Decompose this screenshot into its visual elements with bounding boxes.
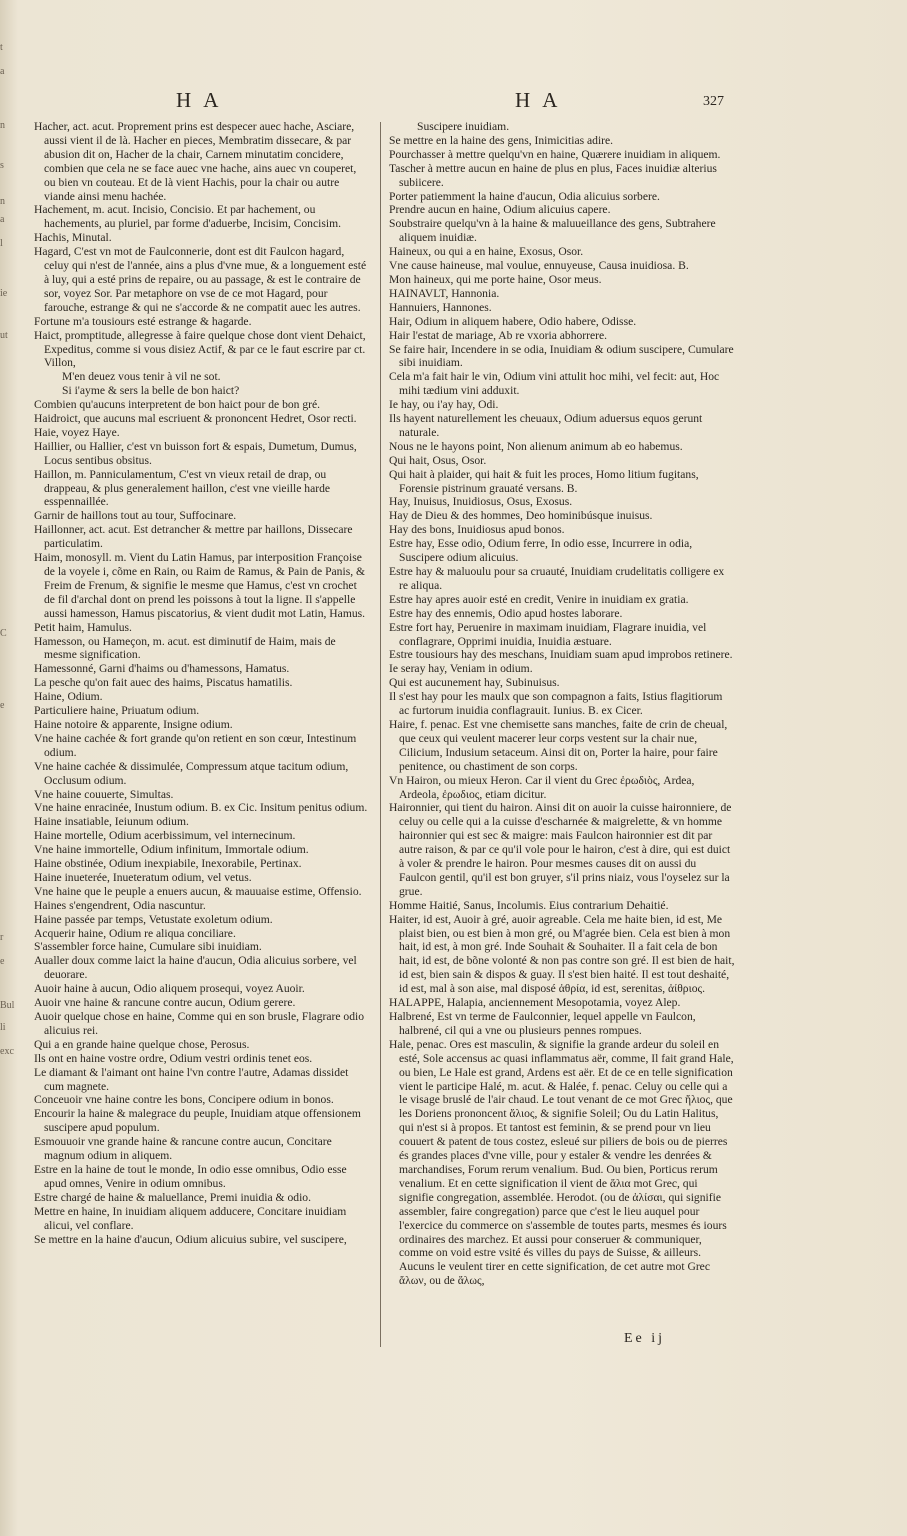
right-column: [389, 120, 735, 1288]
dictionary-entry: Qui a en grande haine quelque chose, Perosus.: [34, 1037, 250, 1051]
dictionary-entry: Haine passée par temps, Vetustate exoletum odium.: [34, 912, 273, 926]
margin-mark: C: [0, 628, 7, 639]
dictionary-entry: Haineux, ou qui a en haine, Exosus, Osor.: [389, 245, 584, 259]
dictionary-entry: Si i'ayme & sers la belle de bon haict?: [62, 384, 240, 398]
dictionary-entry: Haict, promptitude, allegresse à faire quelque chose dont vient Dehaict, Expeditus, comme si vous disiez Actif, & par ce le faut escrire par ct. Villon,: [34, 328, 366, 370]
dictionary-entry: Il s'est hay pour les maulx que son compagnon a faits, Istius flagitiorum ac furtorum inuidia conflagrauit. Iunius. B. ex Cicer.: [389, 690, 723, 718]
dictionary-entry: Porter patiemment la haine d'aucun, Odia alicuius sorbere.: [389, 189, 660, 203]
dictionary-entry: Qui hait à plaider, qui hait & fuit les proces, Homo litium fugitans, Forensie pistrinum grauaté versans. B.: [389, 467, 699, 495]
dictionary-entry: Estre hay & maluoulu pour sa cruauté, Inuidiam crudelitatis colligere ex re aliqua.: [389, 565, 725, 592]
dictionary-entry: Cela m'a fait hair le vin, Odium vini attulit hoc mihi, vel fecit: aut, Hoc mihi tædium vini adduxit.: [389, 370, 720, 398]
dictionary-entry: Vne haine cachée & fort grande qu'on retient en son cœur, Intestinum odium.: [34, 731, 357, 759]
dictionary-entry: Pourchasser à mettre quelqu'vn en haine, Quærere inuidiam in aliquem.: [389, 147, 721, 161]
dictionary-entry: Vne haine enracinée, Inustum odium. B. ex Cic. Insitum penitus odium.: [34, 801, 368, 815]
margin-mark: Bul: [0, 1000, 15, 1011]
dictionary-entry: S'assembler force haine, Cumulare sibi inuidiam.: [34, 940, 262, 954]
dictionary-entry: Estre chargé de haine & maluellance, Premi inuidia & odio.: [34, 1190, 311, 1204]
dictionary-entry: La pesche qu'on fait auec des haims, Piscatus hamatilis.: [34, 676, 293, 690]
dictionary-entry: Haine inueterée, Inueteratum odium, vel vetus.: [34, 870, 252, 884]
dictionary-entry: Hagard, C'est vn mot de Faulconnerie, dont est dit Faulcon hagard, celuy qui n'est de l'année, ains a plus d'vne mue, & a longuement esté à luy, qui a esté prins de repaire, ou au passage, & est le contraire de sor, voyez Sor. Par metaphore on vse de ce mot Hagard, pour farouche, estrange & qui ne s'accorde & ne compatit auec les autres.: [34, 245, 367, 314]
dictionary-entry: Estre fort hay, Peruenire in maximam inuidiam, Flagrare inuidia, vel conflagrare, Opprimi inuidia, Inuidia æstuare.: [389, 620, 707, 648]
dictionary-entry: Soubstraire quelqu'vn à la haine & maluueillance des gens, Subtrahere aliquem inuidiæ.: [389, 217, 716, 245]
margin-mark: exc: [0, 1046, 14, 1057]
dictionary-entry: Conceuoir vne haine contre les bons, Concipere odium in bonos.: [34, 1093, 334, 1107]
dictionary-entry: Hachis, Minutal.: [34, 231, 112, 245]
header-right: H A: [515, 88, 562, 112]
margin-mark: li: [0, 1022, 6, 1033]
header-left: H A: [176, 88, 223, 112]
dictionary-entry: Hacher, act. acut. Proprement prins est despecer auec hache, Asciare, aussi vient il de là. Hacher en pieces, Membratim dissecare, & par abusion dit on, Hacher de la chair, Carnem minutatim concidere, combien que cela ne se face auec vne hache, ains auec vn couperet, ou bien vn couteau. Et de là vient Hachis, pour la chair ou autre viande ainsi menu hachée.: [34, 120, 357, 203]
dictionary-entry: Haillier, ou Hallier, c'est vn buisson fort & espais, Dumetum, Dumus, Locus sentibus obsitus.: [34, 439, 357, 467]
margin-mark: l: [0, 238, 3, 249]
dictionary-entry: Hair l'estat de mariage, Ab re vxoria abhorrere.: [389, 328, 608, 342]
dictionary-entry: Auoir haine à aucun, Odio aliquem prosequi, voyez Auoir.: [34, 982, 305, 996]
dictionary-entry: Auoir vne haine & rancune contre aucun, Odium gerere.: [34, 996, 296, 1010]
dictionary-entry: Hachement, m. acut. Incisio, Concisio. Et par hachement, ou hachements, au pluriel, par forme d'aduerbe, Incisim, Concisim.: [34, 203, 341, 231]
dictionary-entry: HALAPPE, Halapia, anciennement Mesopotamia, voyez Alep.: [389, 996, 681, 1010]
dictionary-entry: Prendre aucun en haine, Odium alicuius capere.: [389, 203, 611, 217]
dictionary-entry: HAINAVLT, Hannonia.: [389, 286, 500, 300]
dictionary-entry: Estre hay apres auoir esté en credit, Venire in inuidiam ex gratia.: [389, 592, 689, 606]
dictionary-entry: Ie hay, ou i'ay hay, Odi.: [389, 398, 499, 412]
margin-mark: n: [0, 196, 5, 207]
dictionary-entry: Haine mortelle, Odium acerbissimum, vel internecinum.: [34, 829, 296, 843]
dictionary-entry: Se faire hair, Incendere in se odia, Inuidiam & odium suscipere, Cumulare sibi inuidiam.: [389, 342, 734, 370]
dictionary-entry: Qui est aucunement hay, Subinuisus.: [389, 676, 560, 690]
margin-mark: a: [0, 66, 5, 77]
dictionary-entry: Haine insatiable, Ieiunum odium.: [34, 815, 189, 829]
dictionary-entry: Mon haineux, qui me porte haine, Osor meus.: [389, 272, 602, 286]
dictionary-entry: Hannuiers, Hannones.: [389, 300, 492, 314]
dictionary-entry: Hamesson, ou Hameçon, m. acut. est diminutif de Haim, mais de mesme signification.: [34, 634, 336, 662]
dictionary-entry: Garnir de haillons tout au tour, Suffocinare.: [34, 509, 237, 523]
dictionary-entry: Se mettre en la haine d'aucun, Odium alicuius subire, vel suscipere,: [34, 1232, 347, 1246]
dictionary-entry: Homme Haitié, Sanus, Incolumis. Eius contrarium Dehaitié.: [389, 898, 669, 912]
dictionary-entry: Haine, Odium.: [34, 690, 103, 704]
dictionary-entry: Vne haine couuerte, Simultas.: [34, 787, 174, 801]
dictionary-entry: Vne cause haineuse, mal voulue, ennuyeuse, Causa inuidiosa. B.: [389, 259, 689, 273]
dictionary-entry: Halbrené, Est vn terme de Faulconnier, lequel appelle vn Faulcon, halbrené, cil qui a vne ou plusieurs pennes rompues.: [389, 1010, 696, 1037]
margin-mark: r: [0, 932, 4, 943]
dictionary-entry: Ie seray hay, Veniam in odium.: [389, 662, 533, 676]
dictionary-entry: Haine notoire & apparente, Insigne odium.: [34, 717, 233, 731]
margin-mark: ut: [0, 330, 8, 341]
dictionary-entry: Hay, Inuisus, Inuidiosus, Osus, Exosus.: [389, 495, 573, 509]
dictionary-entry: Esmouuoir vne grande haine & rancune contre aucun, Concitare magnum odium in aliquem.: [34, 1135, 332, 1163]
margin-mark: s: [0, 160, 4, 171]
dictionary-entry: Haidroict, que aucuns mal escriuent & prononcent Hedret, Osor recti.: [34, 412, 357, 426]
dictionary-entry: Hale, penac. Ores est masculin, & signifie la grande ardeur du soleil en esté, Sole accensus ac quasi inflammatus aër, comme, Il fait grand Hale, ou bien, Le Hale est grand, Ardens est aër. Et de ce en telle signification vient le participe Halé, m. acut. & Halée, f. penac. Celuy ou celle qui a le visage bruslé de l'air chaud. Le tout venant de ce mot Grec ἥλιος, que les Doriens prononcent ἅλιος, & signifie Soleil; Ou du Latin Halitus, qui n'est si à propos. Et tantost est feminin, & se prend pour vn lieu couuert & patent de tous costez, esleué sur piliers de bois ou de pierres és grandes places d'vne ville, pour y estaler & vendre les denrées & marchandises, Forum rerum venalium. Bud. Ou bien, Porticus rerum venalium. Et en cette signification il vient de ἅλια mot Grec, qui signifie congregation, assemblée. Herodot. (ou de ἁλίσαι, qui signifie assembler, faire congregation) parce que c'est le lieu auquel pour l'exercice du commerce on s'assemble de toutes parts, mesmes és iours ordinaires des marchez. Et aussi pour conseruer & communiquer, comme on void estre vsité és villes du pays de Suisse, & ailleurs. Aucuns le veulent tirer en cette signification, de cet autre mot Grec ἄλων, ou de ἅλως,: [389, 1037, 734, 1288]
dictionary-entry: Hair, Odium in aliquem habere, Odio habere, Odisse.: [389, 314, 637, 328]
dictionary-entry: Hay des bons, Inuidiosus apud bonos.: [389, 523, 565, 537]
dictionary-entry: Vne haine immortelle, Odium infinitum, Immortale odium.: [34, 843, 309, 857]
dictionary-entry: Se mettre en la haine des gens, Inimicitias adire.: [389, 133, 614, 147]
dictionary-entry: Qui hait, Osus, Osor.: [389, 453, 487, 467]
dictionary-entry: Haine obstinée, Odium inexpiabile, Inexorabile, Pertinax.: [34, 857, 302, 871]
dictionary-entry: Ils hayent naturellement les cheuaux, Odium aduersus equos gerunt naturale.: [389, 412, 703, 439]
dictionary-entry: Suscipere inuidiam.: [417, 120, 510, 133]
page-number: 327: [703, 94, 724, 109]
dictionary-entry: Haie, voyez Haye.: [34, 425, 120, 439]
dictionary-entry: Haim, monosyll. m. Vient du Latin Hamus, par interposition Françoise de la voyele i, cõme en Rain, ou Raim de Ramus, & Pain de Panis, & Freim de Frenum, & signifie le mesme que Hamus, c'est vn crochet de fil d'archal dont on prend les poissons à tout la ligne. Il s'appelle aussi hamesson, Hamus piscatorius, & vient dudit mot Latin, Hamus.: [34, 551, 366, 620]
dictionary-entry: Mettre en haine, In inuidiam aliquem adducere, Concitare inuidiam alicui, vel conflare.: [34, 1204, 347, 1232]
left-column: [34, 120, 368, 1246]
dictionary-entry: Nous ne le hayons point, Non alienum animum ab eo habemus.: [389, 439, 683, 453]
dictionary-entry: Vn Hairon, ou mieux Heron. Car il vient du Grec ἐρωδιὸς, Ardea, Ardeola, ἐρωδιος, etiam dicitur.: [389, 773, 695, 801]
dictionary-entry: Tascher à mettre aucun en haine de plus en plus, Faces inuidiæ alterius subiicere.: [389, 161, 717, 189]
dictionary-entry: Haiter, id est, Auoir à gré, auoir agreable. Cela me haite bien, id est, Me plaist bien, ou est bien à mon gré, ou M'agrée bien. Cela est bien à mon hait, id est, à mon gré. Inde Souhait & Souhaiter. Il a fait cela de bon hait, id est, de bõne volonté & non pas contre son gré. Il est bien de hait, id est, bien sain & dispos & guay. Il s'est bien haité. Il est tout deshaité, id est, mal à son aise, mal disposé ἀθρία, id est, serenitas, ἀίθριος.: [389, 912, 735, 996]
running-header: [0, 88, 907, 118]
dictionary-entry: Ils ont en haine vostre ordre, Odium vestri ordinis tenet eos.: [34, 1051, 313, 1065]
margin-mark: e: [0, 956, 5, 967]
column-divider: [380, 122, 381, 1347]
margin-mark: e: [0, 700, 5, 711]
dictionary-entry: Hay de Dieu & des hommes, Deo hominibúsque inuisus.: [389, 509, 653, 523]
dictionary-entry: Haironnier, qui tient du hairon. Ainsi dit on auoir la cuisse haironniere, de celuy ou celle qui a la cuisse d'escharnée & maigrelette, & vn homme haironnier qui est sec & maigre: mais Faulcon haironnier est dit par autre raison, & par ce qu'il vole pour le hairon, c'est à dire, qui est duict à voler & prendre le hairon. Pour mesmes causes dit on aussi du Faulcon gentil, qu'il est bon gruyer, s'il prins niaiz, vous l'oyselez sur la grue.: [389, 801, 732, 898]
margin-mark: a: [0, 214, 5, 225]
dictionary-entry: Estre hay des ennemis, Odio apud hostes laborare.: [389, 606, 623, 620]
dictionary-entry: Haillon, m. Panniculamentum, C'est vn vieux retail de drap, ou drappeau, & plus generalement haillon, c'est vne vieille harde esspennaillée.: [34, 467, 331, 509]
dictionary-entry: Haines s'engendrent, Odia nascuntur.: [34, 898, 206, 912]
dictionary-entry: Vne haine cachée & dissimulée, Compressum atque tacitum odium, Occlusum odium.: [34, 759, 349, 787]
dictionary-entry: M'en deuez vous tenir à vil ne sot.: [62, 370, 221, 384]
margin-mark: ie: [0, 288, 8, 299]
margin-mark: t: [0, 42, 3, 53]
dictionary-entry: Particuliere haine, Priuatum odium.: [34, 704, 200, 718]
dictionary-entry: Encourir la haine & malegrace du peuple, Inuidiam atque offensionem suscipere apud populum.: [34, 1107, 361, 1135]
dictionary-entry: Estre hay, Esse odio, Odium ferre, In odio esse, Incurrere in odia, Suscipere odium alicuius.: [389, 537, 693, 565]
dictionary-entry: Hamessonné, Garni d'haims ou d'hamessons, Hamatus.: [34, 662, 290, 676]
dictionary-entry: Aualler doux comme laict la haine d'aucun, Odia alicuius sorbere, vel deuorare.: [34, 954, 357, 982]
dictionary-entry: Vne haine que le peuple a enuers aucun, & mauuaise estime, Offensio.: [34, 884, 362, 898]
dictionary-entry: Petit haim, Hamulus.: [34, 620, 132, 634]
dictionary-entry: Le diamant & l'aimant ont haine l'vn contre l'autre, Adamas dissidet cum magnete.: [34, 1065, 349, 1093]
dictionary-entry: Haillonner, act. acut. Est detrancher & mettre par haillons, Dissecare particulatim.: [34, 523, 353, 551]
dictionary-entry: Combien qu'aucuns interpretent de bon haict pour de bon gré.: [34, 398, 321, 412]
margin-mark: n: [0, 120, 5, 131]
dictionary-entry: Fortune m'a tousiours esté estrange & hagarde.: [34, 314, 252, 328]
dictionary-entry: Estre tousiours hay des meschans, Inuidiam suam apud improbos retinere.: [389, 648, 733, 662]
gutter-margin-marks: [0, 0, 14, 1536]
signature-mark: Ee ij: [624, 1331, 666, 1346]
dictionary-entry: Haire, f. penac. Est vne chemisette sans manches, faite de crin de cheual, que ceux qui veulent macerer leur corps vestent sur la chair nue, Cilicium, Indusium setaceum. Ainsi dit on, Porter la haire, pour faire penitence, ou chastiment de son corps.: [389, 717, 728, 773]
dictionary-entry: Acquerir haine, Odium re aliqua conciliare.: [34, 926, 236, 940]
dictionary-entry: Estre en la haine de tout le monde, In odio esse omnibus, Odio esse apud omnes, Venire in odium omnibus.: [34, 1162, 347, 1190]
dictionary-entry: Auoir quelque chose en haine, Comme qui en son brusle, Flagrare odio alicuius rei.: [34, 1010, 365, 1037]
